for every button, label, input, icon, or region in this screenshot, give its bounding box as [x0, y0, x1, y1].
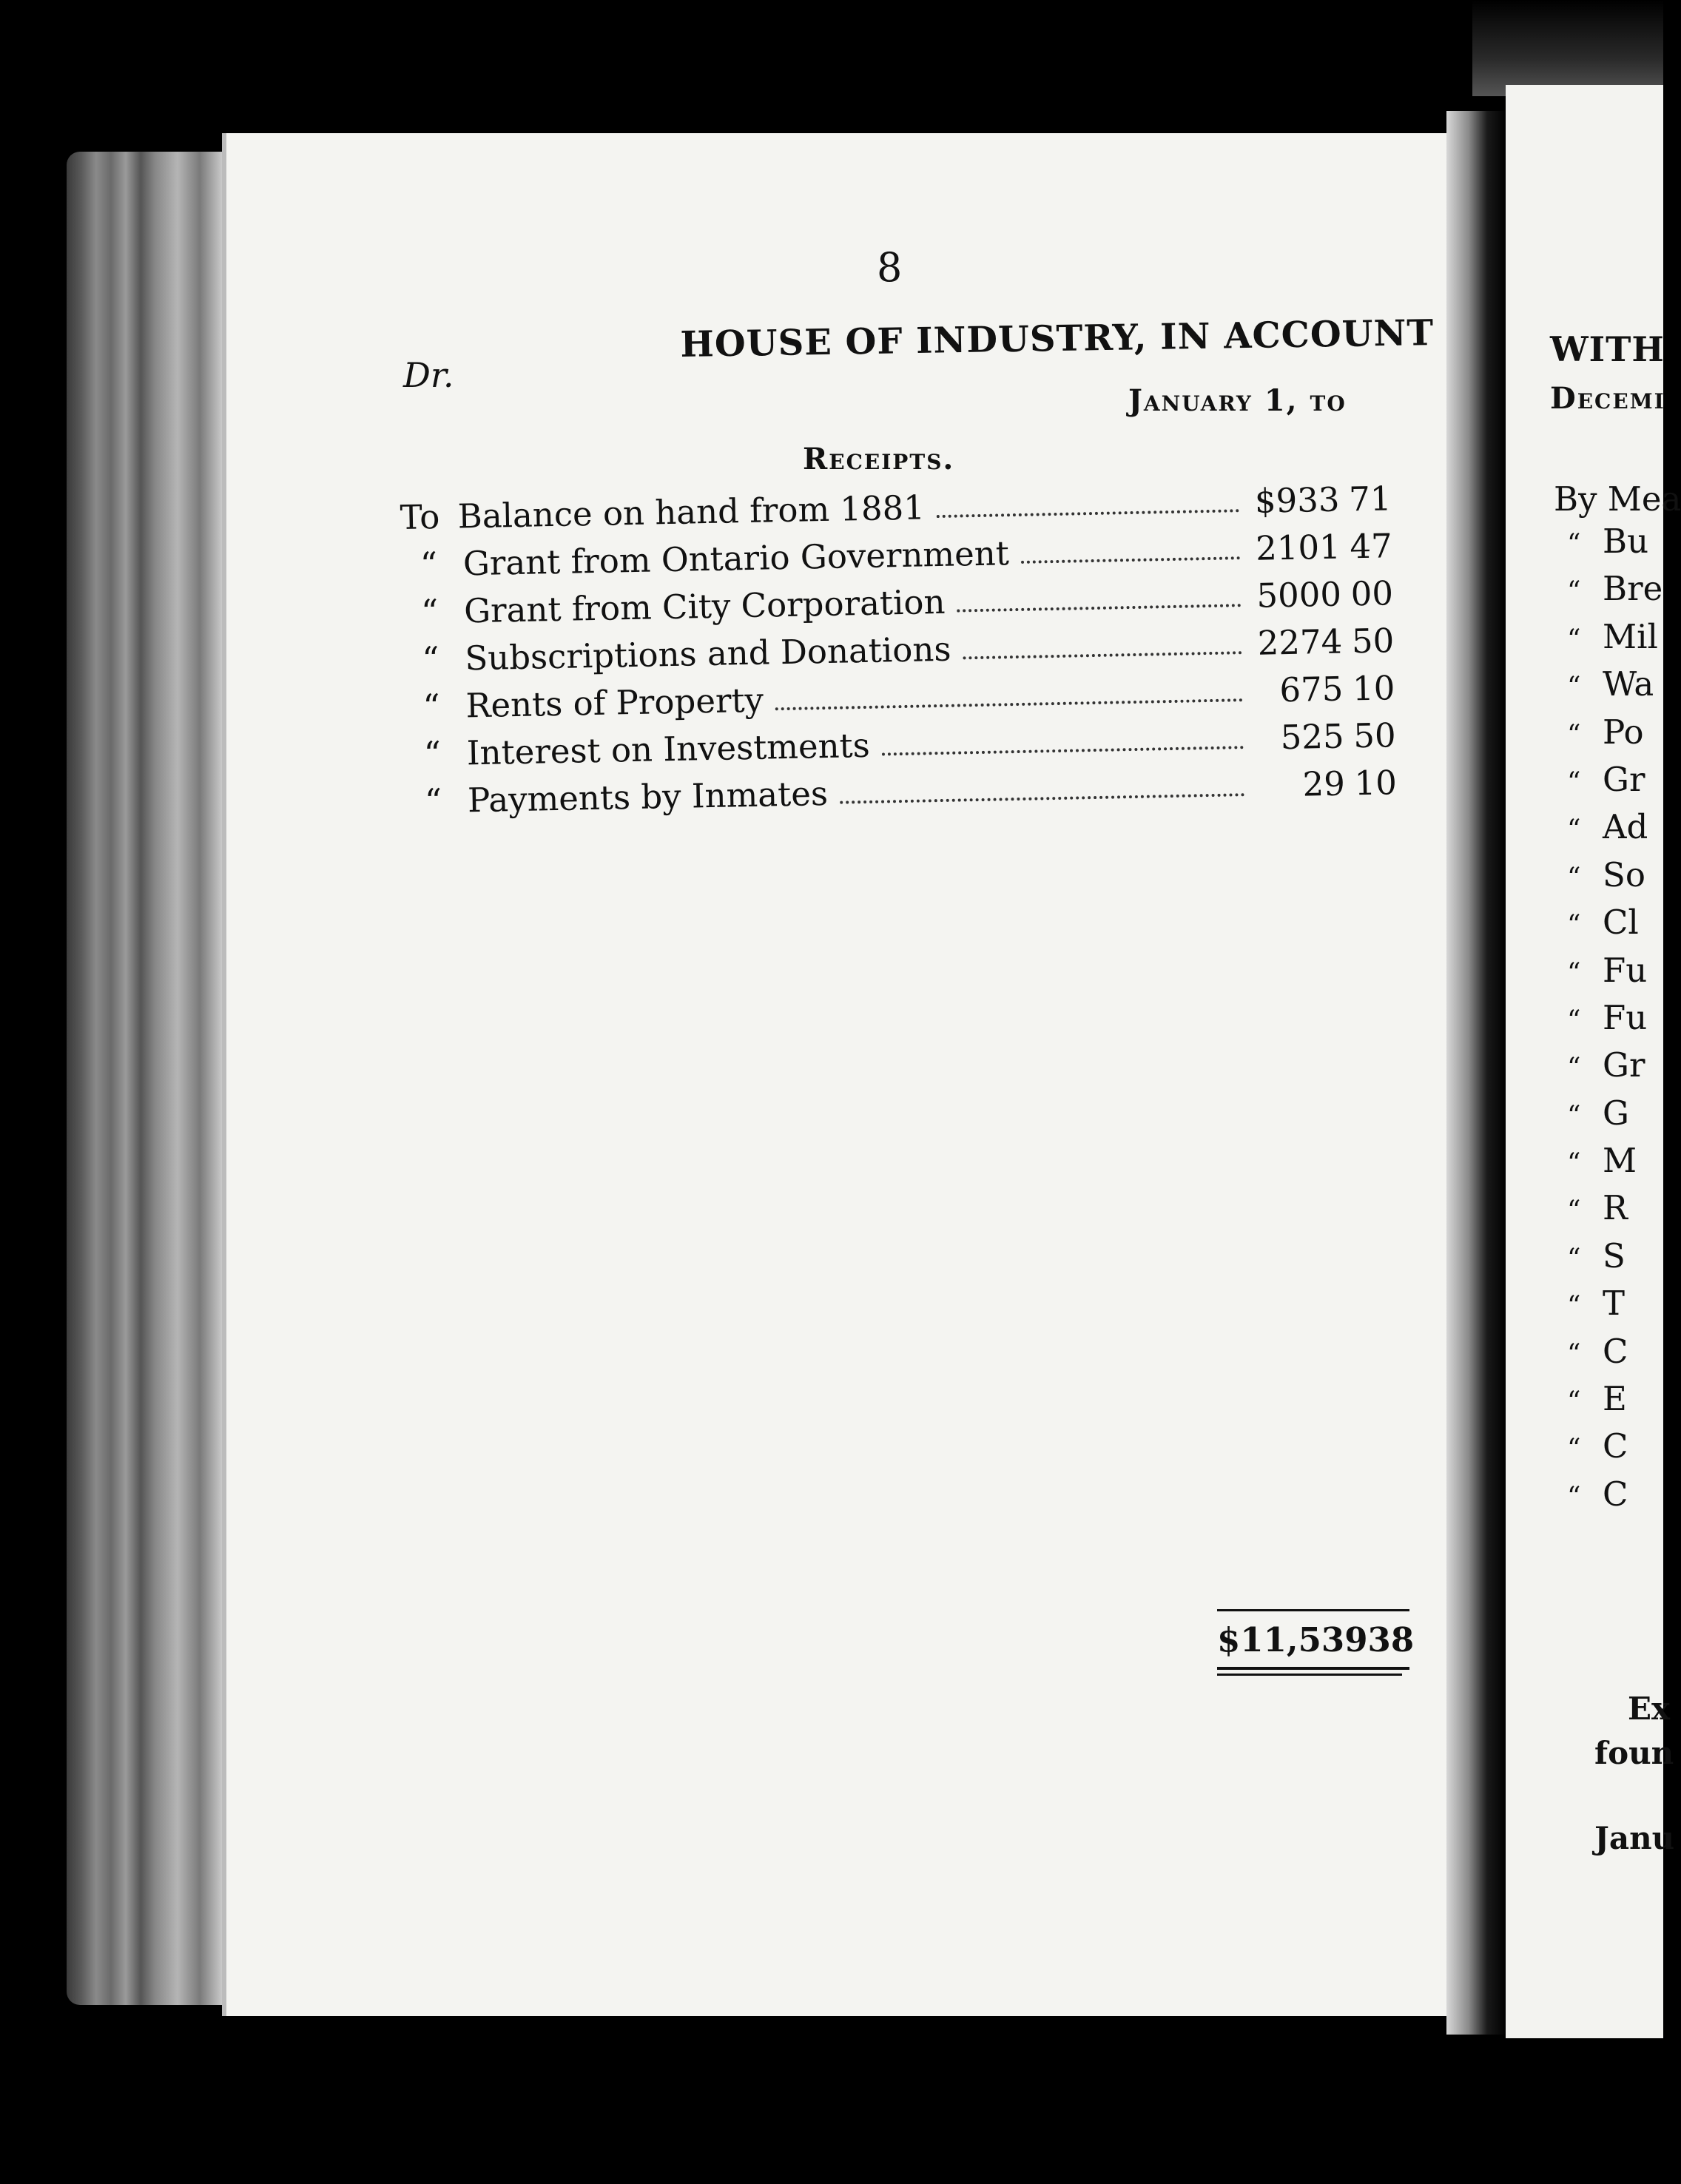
list-item: [1567, 903, 1663, 950]
double-rule: [1217, 1667, 1409, 1670]
item-fragment: Mil: [1603, 616, 1658, 656]
list-item: [1567, 1141, 1663, 1188]
date-subheading: January 1, to: [1128, 383, 1347, 418]
row-cents: 10: [1354, 763, 1398, 803]
list-item: [1567, 760, 1663, 807]
ditto-mark: “: [1567, 957, 1581, 988]
ditto-mark: “: [1567, 862, 1581, 893]
list-item: [1567, 1379, 1663, 1426]
ditto-mark: “: [1567, 910, 1581, 941]
ditto-mark: “: [1567, 529, 1581, 559]
ditto-mark: “: [1567, 719, 1581, 750]
ditto-mark: “: [1567, 624, 1581, 655]
item-fragment: Gr: [1603, 759, 1645, 799]
right-heading: WITH: [1550, 329, 1665, 369]
item-fragment: T: [1603, 1284, 1626, 1324]
right-fragment-foun: foun: [1594, 1735, 1674, 1771]
row-cents: 10: [1352, 668, 1395, 709]
row-description: Balance on hand from 1881: [457, 488, 926, 536]
row-dollars: $933: [1254, 479, 1340, 521]
item-fragment: Bre: [1603, 569, 1663, 609]
receipts-table: [400, 471, 1397, 821]
leader-dots: [963, 651, 1242, 659]
ditto-mark: “: [1567, 1434, 1581, 1465]
row-description: Payments by Inmates: [467, 773, 829, 820]
ditto-mark: “: [1567, 766, 1581, 798]
item-fragment: C: [1603, 1426, 1628, 1466]
item-fragment: R: [1603, 1188, 1628, 1228]
ditto-mark: “: [1567, 1196, 1581, 1227]
leader-dots: [1021, 556, 1240, 564]
item-fragment: So: [1603, 855, 1645, 894]
list-item: [1567, 522, 1663, 569]
item-fragment: E: [1603, 1379, 1627, 1419]
background-dark: [1472, 0, 1663, 96]
leader-dots: [775, 698, 1243, 710]
row-description: Subscriptions and Donations: [464, 629, 951, 678]
list-item: [1567, 664, 1663, 712]
bleed-through: [488, 895, 496, 926]
right-fragment-janu: Janu: [1594, 1820, 1675, 1856]
receipts-title: Receipts.: [803, 442, 955, 476]
ditto-mark: “: [1567, 1338, 1581, 1369]
leader-dots: [957, 604, 1242, 612]
row-cents: 00: [1350, 573, 1394, 614]
page-number: 8: [877, 244, 903, 291]
row-cents: 50: [1352, 715, 1397, 756]
ditto-mark: “: [1567, 672, 1581, 703]
ditto-mark: “: [420, 592, 439, 632]
list-item: [1567, 569, 1663, 616]
list-item: [1567, 1426, 1663, 1474]
item-fragment: Ad: [1603, 807, 1648, 847]
row-description: Interest on Investments: [466, 725, 871, 773]
list-item: [1567, 712, 1663, 760]
row-dollars: 2101: [1255, 527, 1341, 568]
ditto-mark: “: [1567, 1386, 1581, 1418]
ditto-mark: “: [1567, 815, 1581, 846]
list-item: [1567, 1045, 1663, 1093]
row-dollars: 525: [1280, 716, 1345, 758]
ditto-mark: “: [1567, 1481, 1581, 1512]
row-dollars: 675: [1279, 669, 1344, 710]
ditto-mark: “: [422, 687, 441, 727]
item-fragment: Bu: [1603, 522, 1649, 561]
row-dollars: 2274: [1257, 621, 1343, 663]
list-item: [1567, 617, 1663, 664]
ditto-mark: “: [1567, 576, 1581, 607]
total-dollars: $11,539: [1217, 1620, 1368, 1659]
leader-dots: [937, 509, 1239, 518]
ditto-mark: “: [1567, 1053, 1581, 1084]
right-first-line: By Mea: [1554, 479, 1681, 519]
row-cents: 47: [1349, 526, 1393, 567]
list-item: [1567, 1284, 1663, 1331]
total-cents: 38: [1367, 1620, 1415, 1659]
row-description: Grant from City Corporation: [463, 582, 946, 631]
item-fragment: Po: [1603, 712, 1644, 752]
row-prefix: To: [400, 496, 440, 537]
account-heading: HOUSE OF INDUSTRY, IN ACCOUNT: [680, 312, 1435, 365]
list-item: [1567, 1093, 1663, 1141]
item-fragment: Wa: [1603, 664, 1654, 704]
ditto-mark: “: [1567, 1005, 1581, 1036]
row-cents: 50: [1351, 621, 1395, 661]
right-subheading: Decemi: [1550, 381, 1665, 416]
leader-dots: [882, 746, 1244, 755]
list-item: [1567, 855, 1663, 903]
leader-dots: [840, 793, 1244, 804]
item-fragment: C: [1603, 1331, 1628, 1371]
list-item: [1567, 807, 1663, 855]
total-line: [1217, 1620, 1415, 1659]
list-item: [1567, 1474, 1663, 1522]
ditto-mark: “: [424, 781, 442, 821]
list-item: [1567, 998, 1663, 1045]
ditto-mark: “: [1567, 1100, 1581, 1131]
item-fragment: C: [1603, 1474, 1628, 1514]
ditto-mark: “: [1567, 1243, 1581, 1274]
item-fragment: M: [1603, 1141, 1637, 1181]
item-fragment: Fu: [1603, 950, 1648, 990]
row-dollars: 5000: [1256, 574, 1342, 616]
total-block: [1217, 1609, 1415, 1676]
right-fragment-ex: Ex: [1628, 1691, 1671, 1727]
list-item: [1567, 1188, 1663, 1236]
list-item: [1567, 1332, 1663, 1379]
list-item: [1567, 951, 1663, 998]
row-dollars: 29: [1302, 764, 1346, 804]
double-rule-lower: [1217, 1674, 1402, 1676]
item-fragment: Gr: [1603, 1045, 1645, 1085]
row-description: Grant from Ontario Government: [462, 533, 1010, 584]
ditto-mark: “: [1567, 1148, 1581, 1179]
ditto-mark: “: [420, 545, 438, 584]
debit-label: Dr.: [403, 355, 454, 395]
total-rule: [1217, 1609, 1409, 1611]
item-fragment: G: [1603, 1093, 1629, 1133]
page-edges: [67, 152, 244, 2005]
item-fragment: Fu: [1603, 997, 1648, 1037]
ditto-mark: “: [423, 733, 442, 774]
book-gutter: [1446, 111, 1506, 2035]
list-item: [1567, 1236, 1663, 1284]
expenditure-list: [1567, 522, 1663, 1522]
ditto-mark: “: [421, 639, 439, 679]
row-cents: 71: [1348, 479, 1392, 519]
row-description: Rents of Property: [465, 680, 764, 726]
item-fragment: S: [1603, 1236, 1626, 1275]
ditto-mark: “: [1567, 1291, 1581, 1322]
item-fragment: Cl: [1603, 903, 1639, 943]
